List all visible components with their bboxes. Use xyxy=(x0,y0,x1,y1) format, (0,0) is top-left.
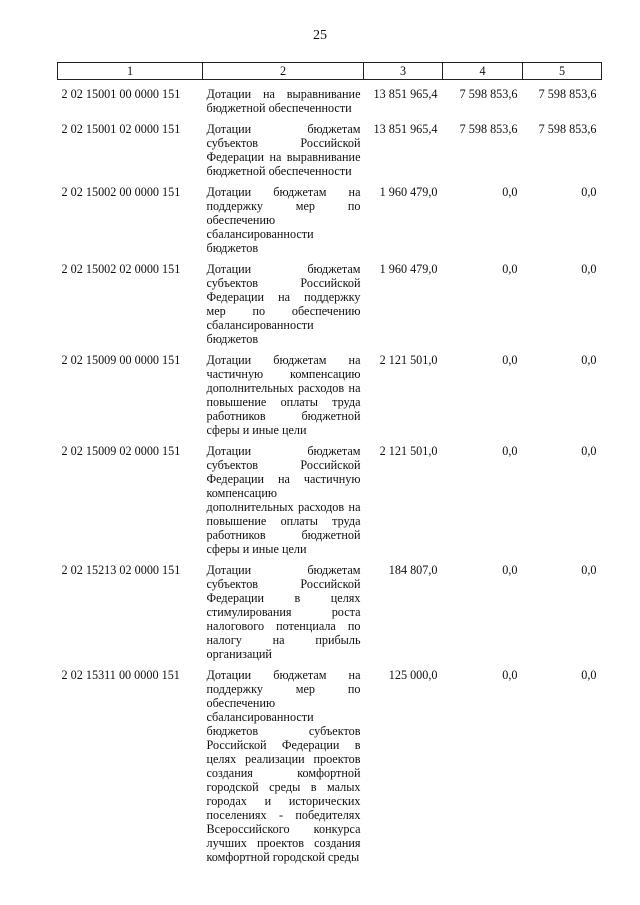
budget-code: 2 02 15213 02 0000 151 xyxy=(61,563,181,577)
value-col-5: 0,0 xyxy=(581,444,597,458)
table-row xyxy=(58,346,602,437)
value-col-5: 7 598 853,6 xyxy=(538,122,597,136)
value-col-4: 0,0 xyxy=(502,353,518,367)
budget-code: 2 02 15009 00 0000 151 xyxy=(61,353,181,367)
value-col-3: 2 121 501,0 xyxy=(379,353,438,367)
value-col-5: 0,0 xyxy=(581,353,597,367)
value-col-4: 7 598 853,6 xyxy=(459,122,518,136)
budget-code: 2 02 15009 02 0000 151 xyxy=(61,444,181,458)
budget-table xyxy=(57,62,602,864)
value-col-5: 0,0 xyxy=(581,185,597,199)
revenue-name: Дотации бюджетам на поддержку мер по обеспечению сбалансированности бюджетов субъектов Российской Федерации в целях реализации проектов создания комфортной городской среды в малых городах и исторических поселениях - победителях Всероссийского конкурса лучших проектов создания комфортной городской среды xyxy=(206,668,361,864)
value-col-3: 1 960 479,0 xyxy=(379,262,438,276)
budget-code: 2 02 15001 00 0000 151 xyxy=(61,87,181,101)
value-col-3: 184 807,0 xyxy=(388,563,438,577)
value-col-5: 0,0 xyxy=(581,262,597,276)
value-col-5: 0,0 xyxy=(581,563,597,577)
value-col-3: 1 960 479,0 xyxy=(379,185,438,199)
column-header-5: 5 xyxy=(523,63,602,80)
value-col-4: 0,0 xyxy=(502,668,518,682)
budget-code: 2 02 15002 00 0000 151 xyxy=(61,185,181,199)
value-col-3: 125 000,0 xyxy=(388,668,438,682)
column-header-4: 4 xyxy=(443,63,523,80)
table-row xyxy=(58,255,602,346)
table-row xyxy=(58,556,602,661)
value-col-4: 0,0 xyxy=(502,262,518,276)
value-col-4: 0,0 xyxy=(502,444,518,458)
value-col-4: 7 598 853,6 xyxy=(459,87,518,101)
revenue-name: Дотации бюджетам субъектов Российской Федерации на выравнивание бюджетной обеспеченности xyxy=(206,122,361,178)
table-header-row xyxy=(58,63,602,80)
column-header-1: 1 xyxy=(58,63,203,80)
revenue-name: Дотации бюджетам на поддержку мер по обеспечению сбалансированности бюджетов xyxy=(206,185,361,255)
value-col-3: 13 851 965,4 xyxy=(373,87,438,101)
budget-code: 2 02 15001 02 0000 151 xyxy=(61,122,181,136)
budget-code: 2 02 15002 02 0000 151 xyxy=(61,262,181,276)
revenue-name: Дотации бюджетам субъектов Российской Федерации в целях стимулирования роста налогового потенциала по налогу на прибыль организаций xyxy=(206,563,361,661)
page-number: 25 xyxy=(313,28,327,43)
revenue-name: Дотации бюджетам субъектов Российской Федерации на поддержку мер по обеспечению сбалансированности бюджетов xyxy=(206,262,361,346)
budget-code: 2 02 15311 00 0000 151 xyxy=(61,668,180,682)
value-col-4: 0,0 xyxy=(502,185,518,199)
table-row xyxy=(58,115,602,178)
value-col-5: 0,0 xyxy=(581,668,597,682)
revenue-name: Дотации бюджетам на частичную компенсацию дополнительных расходов на повышение оплаты труда работников бюджетной сферы и иные цели xyxy=(206,353,361,437)
value-col-3: 13 851 965,4 xyxy=(373,122,438,136)
column-header-2: 2 xyxy=(203,63,364,80)
table-row xyxy=(58,178,602,255)
revenue-name: Дотации бюджетам субъектов Российской Федерации на частичную компенсацию дополнительных расходов на повышение оплаты труда работников бюджетной сферы и иные цели xyxy=(206,444,361,556)
revenue-name: Дотации на выравнивание бюджетной обеспеченности xyxy=(206,87,361,115)
table-row xyxy=(58,80,602,116)
value-col-5: 7 598 853,6 xyxy=(538,87,597,101)
column-header-3: 3 xyxy=(364,63,443,80)
value-col-3: 2 121 501,0 xyxy=(379,444,438,458)
table-row xyxy=(58,661,602,864)
value-col-4: 0,0 xyxy=(502,563,518,577)
table-row xyxy=(58,437,602,556)
